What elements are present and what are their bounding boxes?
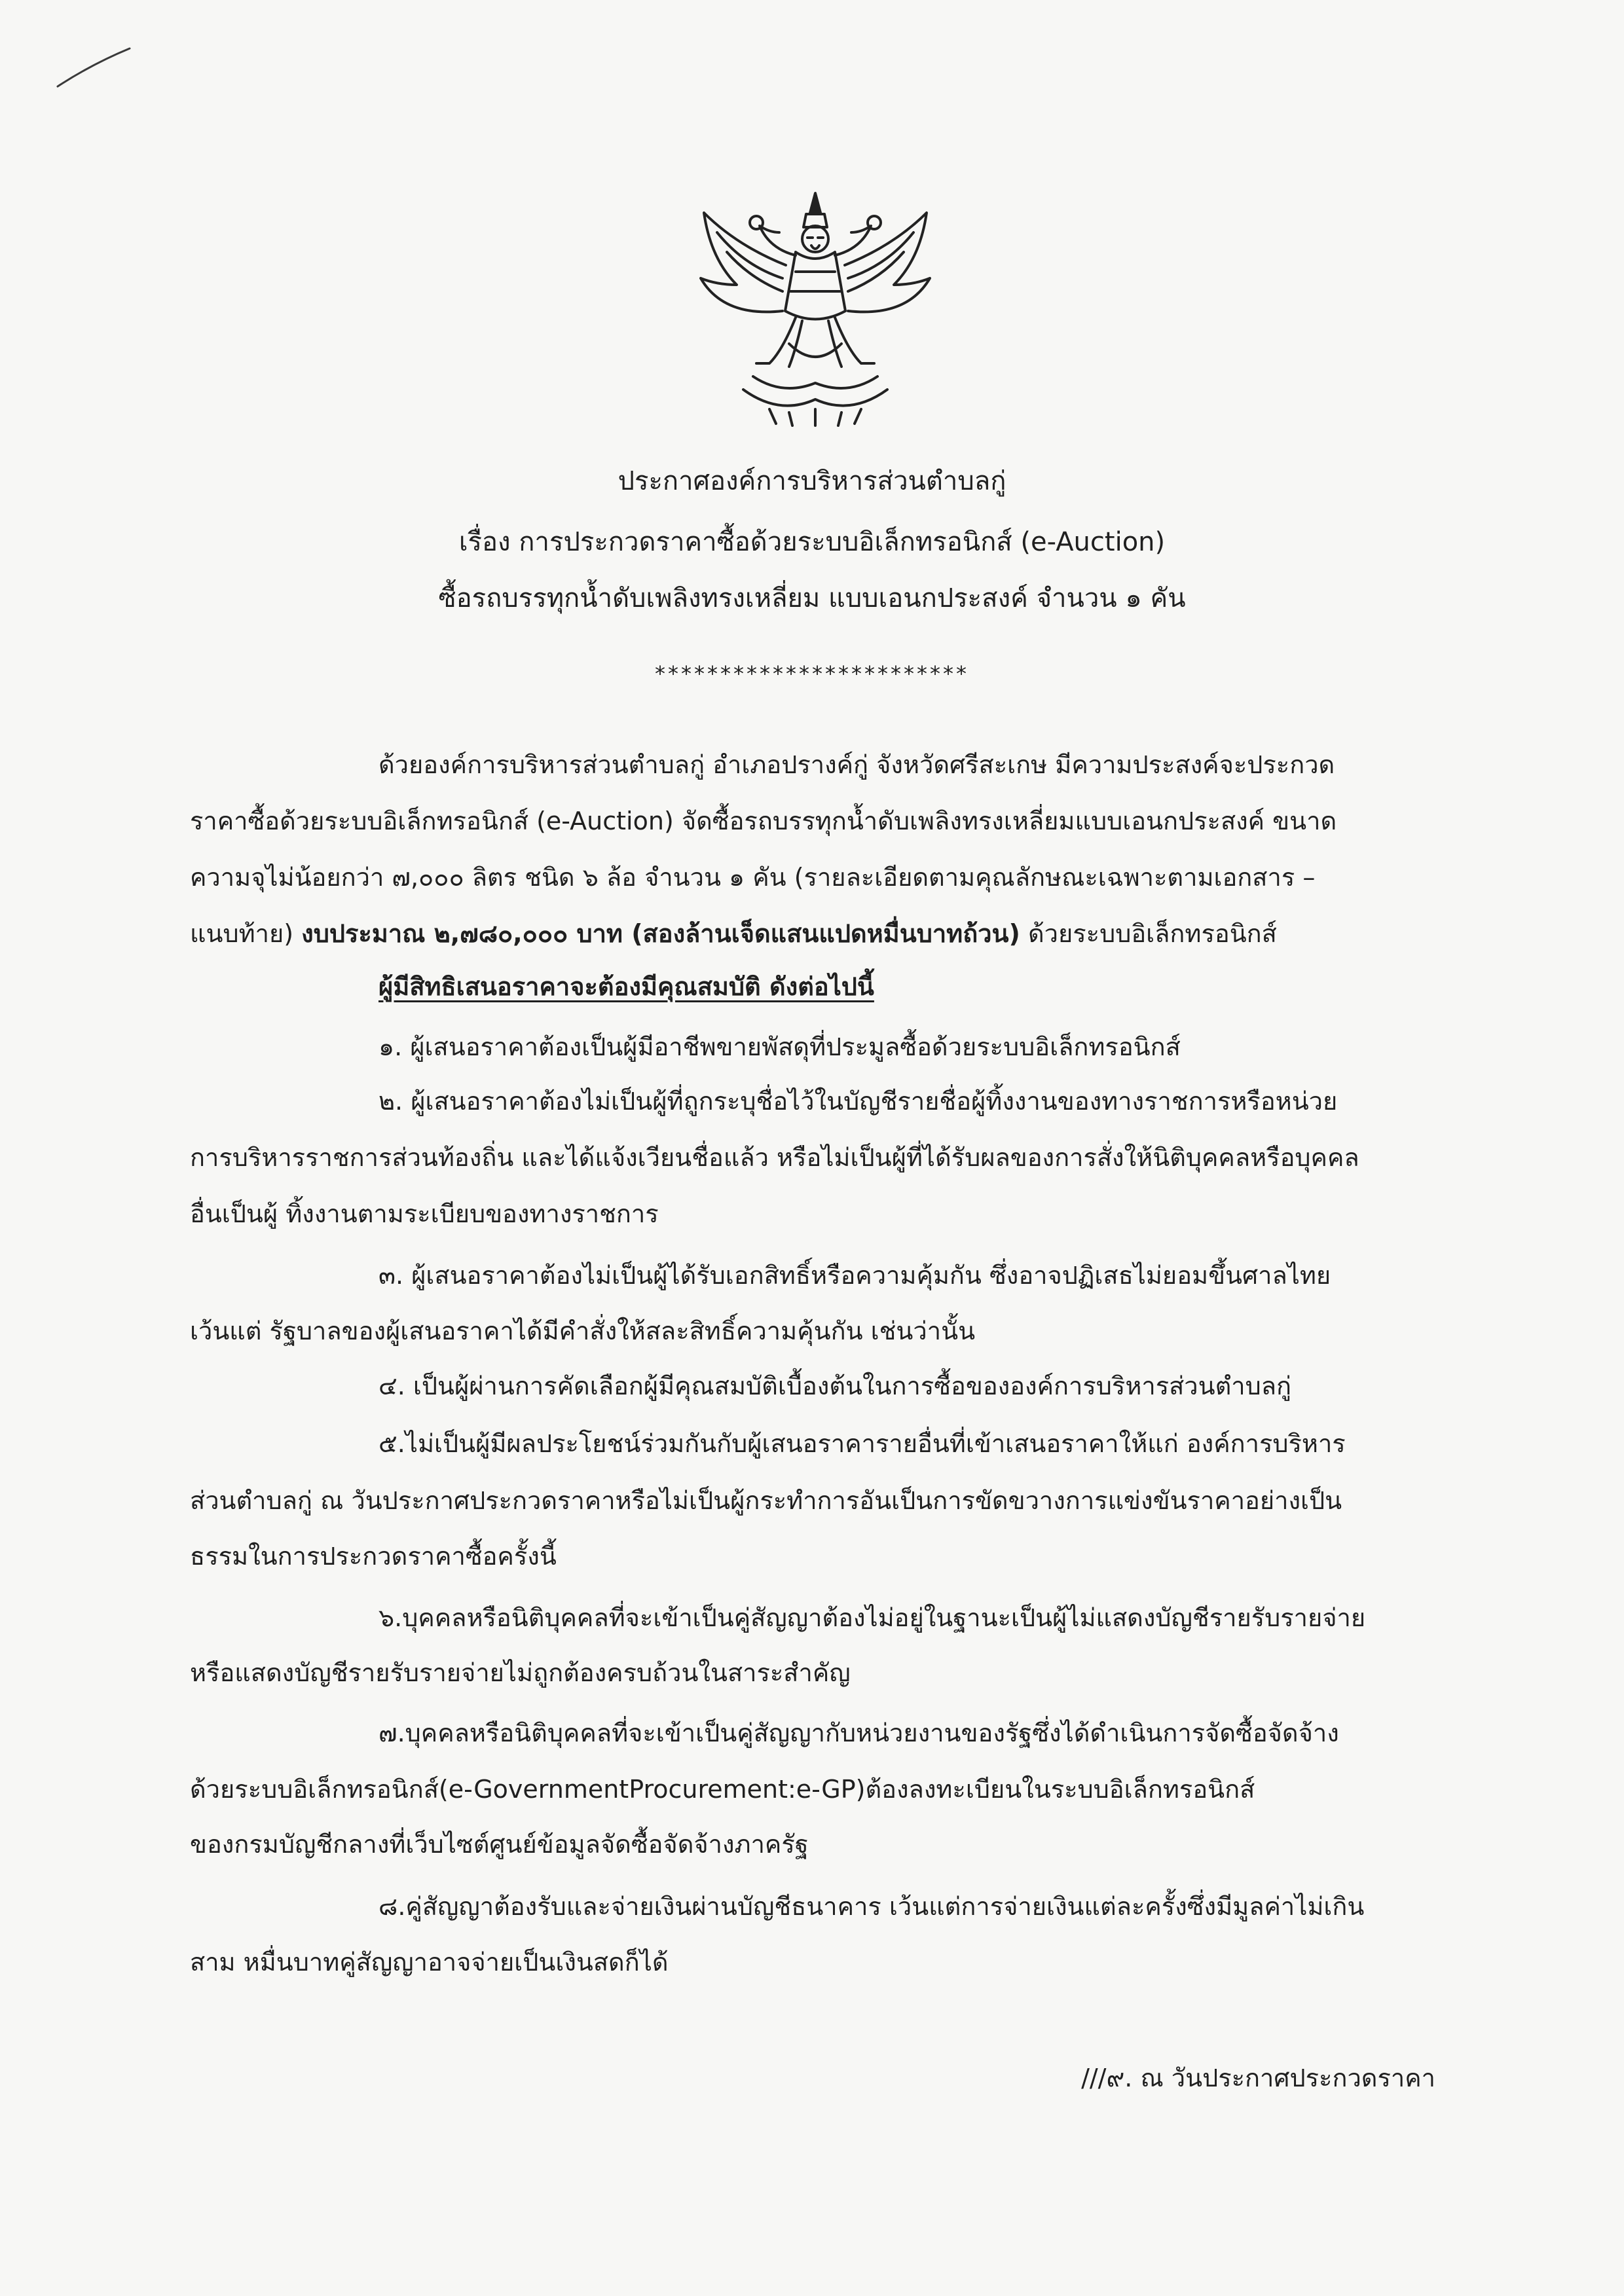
item-2-line-2: การบริหารราชการส่วนท้องถิ่น และได้แจ้งเวียนชื่อแล้ว หรือไม่เป็นผู้ที่ได้รับผลของการสั่งให้นิติบุคคลหรือบุคคล xyxy=(190,1143,1359,1172)
garuda-emblem-icon xyxy=(691,187,940,429)
item-8-line-1: ๘.คู่สัญญาต้องรับและจ่ายเงินผ่านบัญชีธนาคาร เว้นแต่การจ่ายเงินแต่ละครั้งซึ่งมีมูลค่าไม่เกิน xyxy=(378,1892,1365,1921)
intro-line-4-end: ด้วยระบบอิเล็กทรอนิกส์ xyxy=(1020,919,1277,948)
item-6-line-2: หรือแสดงบัญชีรายรับรายจ่ายไม่ถูกต้องครบถ้วนในสาระสำคัญ xyxy=(190,1658,851,1687)
announcement-item: ซื้อรถบรรทุกน้ำดับเพลิงทรงเหลี่ยม แบบเอนกประสงค์ จำนวน ๑ คัน xyxy=(438,583,1186,613)
separator-stars: ************************ xyxy=(655,661,969,686)
item-4: ๔. เป็นผู้ผ่านการคัดเลือกผู้มีคุณสมบัติเบื้องต้นในการซื้อขององค์การบริหารส่วนตำบลกู่ xyxy=(378,1372,1292,1400)
item-7-line-3: ของกรมบัญชีกลางที่เว็บไซต์ศูนย์ข้อมูลจัดซื้อจัดจ้างภาครัฐ xyxy=(190,1830,809,1859)
qualifications-title: ผู้มีสิทธิเสนอราคาจะต้องมีคุณสมบัติ ดังต่อไปนี้ xyxy=(378,972,874,1001)
item-6-line-1: ๖.บุคคลหรือนิติบุคคลที่จะเข้าเป็นคู่สัญญาต้องไม่อยู่ในฐานะเป็นผู้ไม่แสดงบัญชีรายรับรายจ่าย xyxy=(378,1603,1366,1632)
item-5-line-1: ๕.ไม่เป็นผู้มีผลประโยชน์ร่วมกันกับผู้เสนอราคารายอื่นที่เข้าเสนอราคาให้แก่ องค์การบริหาร xyxy=(378,1429,1346,1458)
intro-line-4-start: แนบท้าย) xyxy=(190,919,302,948)
item-3-line-1: ๓. ผู้เสนอราคาต้องไม่เป็นผู้ได้รับเอกสิทธิ์หรือความคุ้มกัน ซึ่งอาจปฏิเสธไม่ยอมขึ้นศาลไทย xyxy=(378,1261,1331,1290)
item-5-line-3: ธรรมในการประกวดราคาซื้อครั้งนี้ xyxy=(190,1542,557,1571)
item-7-line-1: ๗.บุคคลหรือนิติบุคคลที่จะเข้าเป็นคู่สัญญากับหน่วยงานของรัฐซึ่งได้ดำเนินการจัดซื้อจัดจ้าง xyxy=(378,1719,1339,1747)
item-5-line-2: ส่วนตำบลกู่ ณ วันประกาศประกวดราคาหรือไม่เป็นผู้กระทำการอันเป็นการขัดขวางการแข่งขันราคาอย่างเป็น xyxy=(190,1486,1342,1515)
continuation-note: ///๙. ณ วันประกาศประกวดราคา xyxy=(1081,2064,1435,2092)
item-2-line-1: ๒. ผู้เสนอราคาต้องไม่เป็นผู้ที่ถูกระบุชื่อไว้ในบัญชีรายชื่อผู้ทิ้งงานของทางราชการหรือหน่วย xyxy=(378,1087,1338,1116)
announcement-title: ประกาศองค์การบริหารส่วนตำบลกู่ xyxy=(618,466,1006,496)
intro-line-2: ราคาซื้อด้วยระบบอิเล็กทรอนิกส์ (e-Auction) จัดซื้อรถบรรทุกน้ำดับเพลิงทรงเหลี่ยมแบบเอนกประสงค์ ขนาด xyxy=(190,807,1337,835)
item-7-line-2: ด้วยระบบอิเล็กทรอนิกส์(e-GovernmentProcurement:e-GP)ต้องลงทะเบียนในระบบอิเล็กทรอนิกส์ xyxy=(190,1775,1255,1804)
item-1: ๑. ผู้เสนอราคาต้องเป็นผู้มีอาชีพขายพัสดุที่ประมูลซื้อด้วยระบบอิเล็กทรอนิกส์ xyxy=(378,1032,1181,1061)
intro-line-4 xyxy=(190,914,1277,953)
intro-line-3: ความจุไม่น้อยกว่า ๗,๐๐๐ ลิตร ชนิด ๖ ล้อ จำนวน ๑ คัน (รายละเอียดตามคุณลักษณะเฉพาะตามเอกสาร – xyxy=(190,863,1316,892)
announcement-subject: เรื่อง การประกวดราคาซื้อด้วยระบบอิเล็กทรอนิกส์ (e-Auction) xyxy=(458,527,1166,557)
item-8-line-2: สาม หมื่นบาทคู่สัญญาอาจจ่ายเป็นเงินสดก็ได้ xyxy=(190,1948,669,1977)
pen-stroke-mark xyxy=(52,39,138,98)
intro-line-1: ด้วยองค์การบริหารส่วนตำบลกู่ อำเภอปรางค์กู่ จังหวัดศรีสะเกษ มีความประสงค์จะประกวด xyxy=(378,750,1335,779)
budget-text: งบประมาณ ๒,๗๘๐,๐๐๐ บาท (สองล้านเจ็ดแสนแปดหมื่นบาทถ้วน) xyxy=(301,919,1020,948)
item-3-line-2: เว้นแต่ รัฐบาลของผู้เสนอราคาได้มีคำสั่งให้สละสิทธิ์ความคุ้นกัน เช่นว่านั้น xyxy=(190,1317,976,1345)
item-2-line-3: อื่นเป็นผู้ ทิ้งงานตามระเบียบของทางราชการ xyxy=(190,1199,659,1228)
